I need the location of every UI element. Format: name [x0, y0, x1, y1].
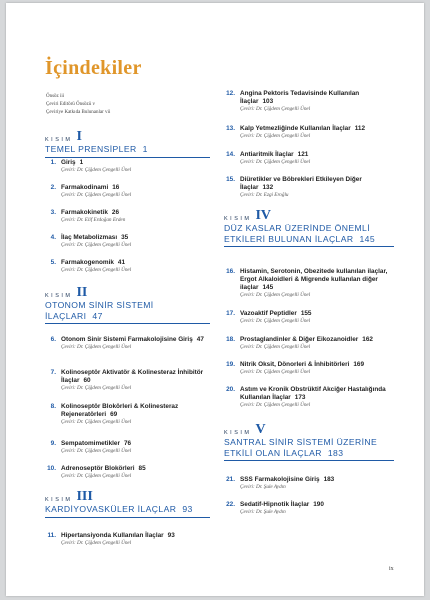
chapter-translator: Çeviri: Dr. Çiğdem Çengelli Ünel [61, 540, 132, 546]
chapter-translator: Çeviri: Dr. Çiğdem Çengelli Ünel [61, 167, 132, 173]
chapter-title: Prostaglandinler & Diğer Eikozanoidler 162 [240, 336, 373, 343]
kisim-label: KISIM [224, 216, 252, 222]
chapter-title: Diüretikler ve Böbrekleri Etkileyen Diğer İlaçlar 132 [240, 176, 362, 191]
part-title: OTONOM SİNİR SİSTEMİ İLAÇLARI 47 [45, 300, 154, 321]
part-title: TEMEL PRENSİPLER 1 [45, 144, 148, 154]
kisim-label: KISIM [45, 293, 73, 299]
toc-entry[interactable] [45, 369, 210, 392]
kisim-label: KISIM [224, 430, 252, 436]
kisim-label: KISIM [45, 497, 73, 503]
toc-entry[interactable] [224, 336, 394, 351]
toc-entry[interactable] [224, 310, 394, 325]
chapter-number: 7. [50, 369, 56, 376]
toc-entry[interactable] [224, 476, 394, 491]
chapter-number: 17. [226, 310, 235, 317]
toc-entry[interactable] [224, 268, 394, 299]
part-roman: V [255, 422, 266, 437]
chapter-number: 15. [226, 176, 235, 183]
toc-entry[interactable] [224, 151, 394, 166]
part-divider [224, 246, 394, 247]
chapter-title: Astım ve Kronik Obstrüktif Akciğer Hastalığında Kullanılan İlaçlar 173 [240, 386, 386, 401]
part-divider [45, 157, 210, 158]
toc-entry[interactable] [224, 501, 394, 516]
chapter-title: Farmakodinami 16 [61, 184, 120, 191]
chapter-number: 13. [226, 125, 235, 132]
chapter-translator: Çeviri: Dr. Çiğdem Çengelli Ünel [61, 267, 132, 273]
chapter-translator: Çeviri: Dr. Çiğdem Çengelli Ünel [240, 318, 311, 324]
front-matter-item[interactable]: Çeviriye Katkıda Bulunanlar vii [46, 110, 111, 115]
chapter-translator: Çeviri: Dr. Çiğdem Çengelli Ünel [61, 242, 132, 248]
chapter-translator: Çeviri: Dr. Çiğdem Çengelli Ünel [240, 369, 311, 375]
toc-entry[interactable] [224, 125, 394, 140]
toc-entry[interactable] [45, 209, 210, 224]
chapter-translator: Çeviri: Dr. Şule Aydın [240, 484, 286, 490]
chapter-number: 19. [226, 361, 235, 368]
chapter-title: Angina Pektoris Tedavisinde Kullanılan İlaçlar 103 [240, 90, 360, 105]
front-matter-item[interactable]: Çeviri Editörü Önsözü v [46, 102, 96, 107]
part-roman: I [76, 129, 82, 144]
part-1-heading[interactable] [45, 130, 210, 158]
chapter-title: Kolinoseptör Blokörleri & Kolinesteraz Rejeneratörleri 69 [61, 403, 179, 418]
chapter-translator: Çeviri: Dr. Çiğdem Çengelli Ünel [240, 159, 311, 165]
toc-entry[interactable] [45, 440, 210, 455]
chapter-number: 12. [226, 90, 235, 97]
chapter-title: Sedatif-Hipnotik İlaçlar 190 [240, 501, 324, 508]
part-title: KARDİYOVASKÜLER İLAÇLAR 93 [45, 504, 193, 514]
chapter-translator: Çeviri: Dr. Çiğdem Çengelli Ünel [61, 385, 132, 391]
chapter-number: 1. [50, 159, 56, 166]
chapter-number: 14. [226, 151, 235, 158]
chapter-number: 3. [50, 209, 56, 216]
chapter-translator: Çeviri: Dr. Çiğdem Çengelli Ünel [61, 344, 132, 350]
chapter-translator: Çeviri: Dr. Çiğdem Çengelli Ünel [240, 402, 311, 408]
kisim-label: KISIM [45, 137, 73, 143]
chapter-number: 2. [50, 184, 56, 191]
chapter-number: 6. [50, 336, 56, 343]
chapter-title: Antiaritmik İlaçlar 121 [240, 151, 309, 158]
chapter-title: Giriş 1 [61, 159, 84, 166]
chapter-title: Kolinoseptör Aktivatör & Kolinesteraz İnhibitör İlaçlar 60 [61, 369, 204, 384]
chapter-title: Farmakokinetik 26 [61, 209, 119, 216]
toc-entry[interactable] [45, 336, 210, 351]
chapter-title: Sempatomimetikler 76 [61, 440, 132, 447]
part-roman: IV [255, 208, 272, 223]
chapter-number: 22. [226, 501, 235, 508]
chapter-number: 9. [50, 440, 56, 447]
chapter-number: 11. [47, 532, 56, 539]
chapter-translator: Çeviri: Dr. Çiğdem Çengelli Ünel [61, 473, 132, 479]
chapter-translator: Çeviri: Dr. Ezgi Eroğlu [240, 192, 289, 198]
toc-entry[interactable] [224, 90, 394, 113]
part-title: SANTRAL SİNİR SİSTEMİ ÜZERİNE ETKİLİ OLAN İLAÇLAR 183 [224, 437, 378, 458]
chapter-translator: Çeviri: Dr. Çiğdem Çengelli Ünel [61, 419, 132, 425]
toc-entry[interactable] [224, 386, 394, 409]
chapter-number: 5. [50, 259, 56, 266]
chapter-number: 20. [226, 386, 235, 393]
part-3-heading[interactable] [45, 490, 210, 518]
chapter-title: Vazoaktif Peptidler 155 [240, 310, 312, 317]
chapter-number: 18. [226, 336, 235, 343]
chapter-title: SSS Farmakolojisine Giriş 183 [240, 476, 335, 483]
toc-entry[interactable] [45, 403, 210, 426]
chapter-translator: Çeviri: Dr. Çiğdem Çengelli Ünel [61, 192, 132, 198]
part-roman: II [76, 285, 88, 300]
part-4-heading[interactable] [224, 209, 394, 247]
chapter-translator: Çeviri: Dr. Çiğdem Çengelli Ünel [240, 292, 311, 298]
chapter-translator: Çeviri: Dr. Şule Aydın [240, 509, 286, 515]
front-matter-item[interactable]: Önsöz iii [46, 94, 65, 99]
toc-entry[interactable] [224, 176, 394, 199]
chapter-title: Nitrik Oksit, Dönorleri & İnhibitörleri 169 [240, 361, 365, 368]
page-title: İçindekiler [45, 57, 142, 79]
part-roman: III [76, 489, 93, 504]
book-page [6, 3, 424, 596]
toc-entry[interactable] [45, 234, 210, 249]
toc-entry[interactable] [45, 465, 210, 480]
chapter-number: 16. [226, 268, 235, 275]
chapter-title: Histamin, Serotonin, Obezitede kullanılan ilaçlar, Ergot Alkaloidleri & Migrende kullanılan diğer ilaçlar 145 [240, 268, 388, 291]
part-title: DÜZ KASLAR ÜZERİNDE ÖNEMLİ ETKİLERİ BULUNAN İLAÇLAR 145 [224, 223, 376, 244]
part-divider [45, 517, 210, 518]
toc-entry[interactable] [45, 159, 210, 174]
chapter-number: 21. [226, 476, 235, 483]
chapter-title: Hipertansiyonda Kullanılan İlaçlar 93 [61, 532, 175, 539]
chapter-title: Otonom Sinir Sistemi Farmakolojisine Giriş 47 [61, 336, 204, 343]
chapter-translator: Çeviri: Dr. Elif Erdoğan Erden [61, 217, 126, 223]
toc-entry[interactable] [45, 259, 210, 274]
part-2-heading[interactable] [45, 286, 210, 324]
chapter-title: Kalp Yetmezliğinde Kullanılan İlaçlar 112 [240, 125, 365, 132]
part-divider [45, 323, 210, 324]
toc-entry[interactable] [224, 361, 394, 376]
toc-entry[interactable] [45, 184, 210, 199]
page-number: ix [389, 566, 394, 572]
chapter-translator: Çeviri: Dr. Çiğdem Çengelli Ünel [240, 133, 311, 139]
chapter-translator: Çeviri: Dr. Çiğdem Çengelli Ünel [61, 448, 132, 454]
chapter-translator: Çeviri: Dr. Çiğdem Çengelli Ünel [240, 106, 311, 112]
chapter-number: 8. [50, 403, 56, 410]
chapter-number: 10. [47, 465, 56, 472]
chapter-title: İlaç Metabolizması 35 [61, 234, 129, 241]
toc-entry[interactable] [45, 532, 210, 547]
chapter-title: Farmakogenomik 41 [61, 259, 126, 266]
part-5-heading[interactable] [224, 423, 394, 461]
chapter-title: Adrenoseptör Blokörleri 85 [61, 465, 146, 472]
chapter-translator: Çeviri: Dr. Çiğdem Çengelli Ünel [240, 344, 311, 350]
chapter-number: 4. [50, 234, 56, 241]
front-matter [46, 93, 110, 117]
part-divider [224, 460, 394, 461]
